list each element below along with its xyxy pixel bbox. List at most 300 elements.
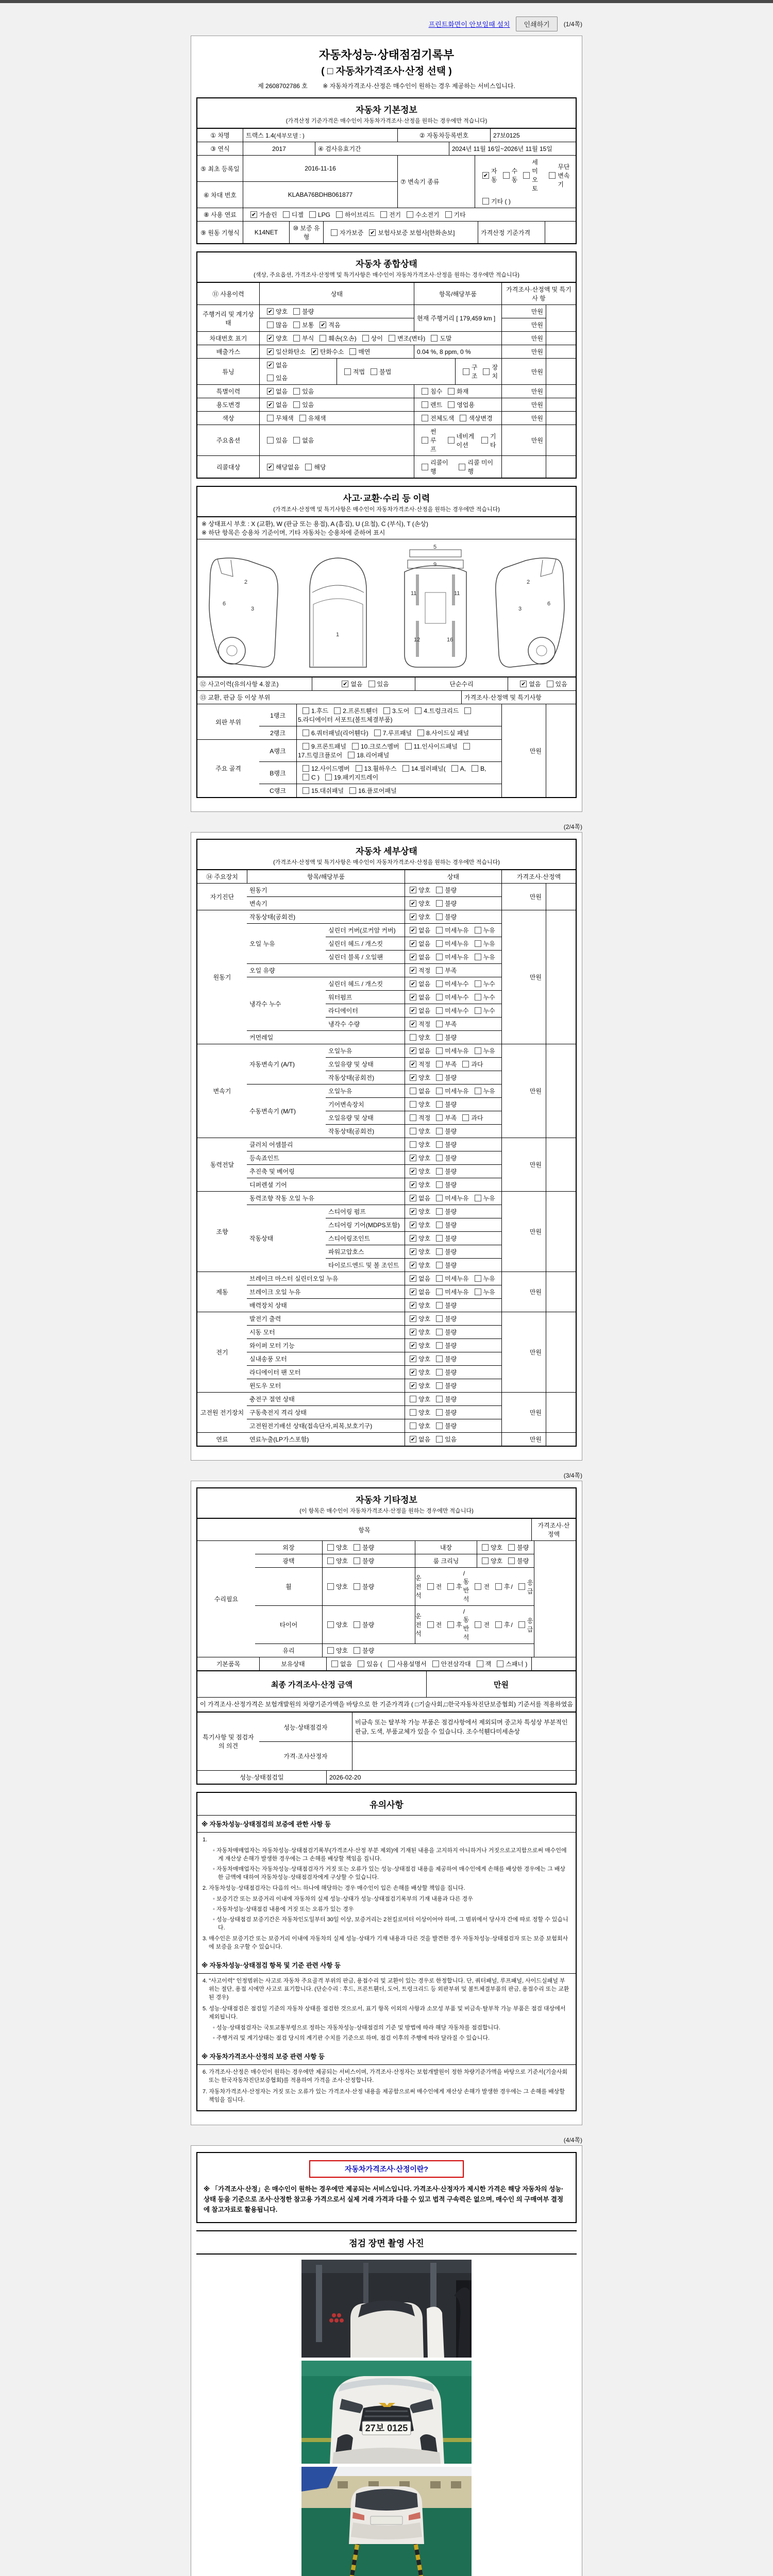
device-rows: [247, 1312, 501, 1392]
option-label: 후: [503, 1621, 510, 1629]
remark-cell: [546, 1433, 576, 1446]
checkbox: [422, 437, 428, 444]
option-label: C ): [311, 773, 320, 781]
option-label: 잭: [485, 1660, 492, 1668]
row-label: 용도변경: [216, 401, 241, 409]
option-line: [475, 195, 576, 208]
print-install-link[interactable]: 프린트화면이 안보일때 설치: [428, 21, 510, 28]
svg-text:6: 6: [547, 601, 550, 607]
checkbox: [389, 335, 395, 342]
table-cell: [455, 359, 501, 384]
device-rows: [247, 910, 501, 1044]
remark-cell: [546, 1138, 576, 1191]
option-label: 미세누유: [445, 940, 469, 947]
sub-rows: [326, 1205, 501, 1272]
item-label: 작동상태: [249, 1235, 274, 1242]
checkbox-checked: ✔: [370, 229, 375, 236]
option-label: 구조: [471, 364, 478, 380]
checkbox: [410, 1141, 416, 1148]
checkbox: [436, 1396, 443, 1402]
option-label: 안전삼각대: [441, 1660, 471, 1668]
option-label: 양호: [335, 1544, 348, 1551]
inspection-photos: [196, 2255, 577, 2576]
option-label: / 동반석: [463, 1570, 469, 1603]
field-label: ⑥ 차대 번호: [204, 191, 237, 199]
item-label: 브레이크 오일 누유: [249, 1289, 301, 1296]
option-label: 일산화탄소: [276, 348, 306, 355]
field-label: ⑧ 사용 연료: [204, 211, 237, 218]
price-service-notice-box: [196, 2152, 577, 2223]
sub-rows: [326, 977, 501, 1030]
device-group: [197, 1432, 576, 1446]
state-options: [405, 1111, 501, 1124]
checkbox: [518, 1621, 525, 1628]
accident-legend: [197, 516, 576, 539]
price-cell: [501, 425, 546, 455]
remark-cell: [546, 1272, 576, 1312]
checkbox: [436, 1101, 443, 1108]
item-label: 동력조향 작동 오일 누유: [249, 1195, 314, 1202]
sub-rows: [326, 1084, 501, 1138]
column-header: 가격조사·산정액 및 특기사 항: [501, 283, 576, 304]
row-label: 차대번호 표기: [209, 335, 247, 342]
remark-cell: [546, 1044, 576, 1138]
option-label: 불량: [445, 1342, 457, 1349]
row-label: 배출가스: [216, 348, 241, 355]
price-cell: 만원: [501, 1433, 546, 1446]
basic-info-section: [196, 97, 577, 244]
checkbox-checked: ✔: [410, 1021, 416, 1027]
state-options: [405, 884, 501, 896]
option-label: 무채색: [276, 415, 294, 422]
option-label: 운전석: [415, 1613, 422, 1637]
other-info-section: [196, 1487, 577, 1785]
option-label: 불법: [379, 368, 392, 376]
option-label: 없음: [276, 388, 288, 395]
table-row: [197, 345, 576, 358]
price-cell: [501, 398, 546, 411]
checkbox-checked: ✔: [410, 1262, 416, 1268]
option-label: 양호: [418, 1396, 431, 1403]
option-label: 양호: [418, 1168, 431, 1175]
svg-text:2: 2: [244, 579, 247, 585]
checkbox: [309, 211, 316, 218]
checkbox: [436, 1074, 443, 1081]
document-subtitle: ( □ 자동차가격조사·산정 선택 ): [321, 66, 452, 77]
option-label: 있음: [302, 401, 314, 409]
car-name: 트랙스 1.4: [246, 132, 274, 139]
table-row: [197, 676, 576, 690]
sub-row: [326, 937, 501, 950]
notice-bullet: ◦ 자동차성능·상태점검 내용에 거짓 또는 오류가 있는 경우: [213, 1906, 354, 1912]
device-row: [247, 977, 501, 1030]
table-header-row: [197, 282, 576, 304]
model-year: 2017: [243, 142, 315, 155]
option-label: 전기: [389, 211, 401, 218]
option-label: 후: [503, 1583, 510, 1590]
basic-items-options: [326, 1657, 531, 1670]
repair-item: 내장: [415, 1541, 477, 1554]
table-cell: [414, 398, 501, 411]
option-label: 양호: [276, 308, 288, 315]
sub-row: [326, 977, 501, 990]
sub-item-label: 스티어링조인트: [328, 1235, 371, 1242]
checkbox-checked: ✔: [410, 1356, 416, 1362]
basic-items-row: [197, 1657, 576, 1670]
checkbox: [354, 1544, 360, 1551]
legend-line-2: ※ 하단 항목은 승용차 기준이며, 기타 자동차는 승용차에 준하여 표시: [201, 529, 385, 536]
option-label: 8.사이드실 패널: [426, 730, 469, 737]
option-label: 11.인사이드패널: [413, 743, 458, 750]
notice-bullet: ◦ 성능·상태점검 보증기간은 자동차인도일부터 30일 이상, 보증거리는 2천킬로미터 이상이어야 하며, 그 범위에서 당사자 간에 따로 정할 수 있습니다.: [213, 1916, 568, 1931]
field-label: ⑦ 변속기 종류: [397, 156, 475, 208]
option-label: 불량: [445, 913, 457, 921]
checkbox: [436, 1088, 443, 1094]
repair-item: 유리: [282, 1647, 295, 1654]
sub-row: [326, 1004, 501, 1017]
option-label: 양호: [418, 1141, 431, 1148]
option-label: 2.프론트휀더: [343, 707, 378, 715]
service-note: ※ 자동차가격조사·산정은 매수인이 원하는 경우 제공하는 서비스입니다.: [323, 82, 515, 90]
option-label: 자가보증: [340, 229, 364, 236]
option-label: 16.플로어패널: [358, 787, 397, 794]
table-cell: [337, 359, 455, 384]
item-label: 클러치 어셈블리: [249, 1141, 293, 1148]
rank-row: [259, 761, 501, 784]
checkbox-checked: ✔: [410, 1155, 416, 1161]
opinion-group-label: 특기사항 및 점검자의 의견: [203, 1734, 254, 1750]
checkbox: [503, 172, 510, 179]
repair-item: 외장: [282, 1544, 295, 1551]
option-label: 세미오토: [532, 159, 538, 192]
option-label: 없음: [418, 954, 431, 961]
item-label: 배력장치 상태: [249, 1302, 287, 1309]
option-label: 영업용: [457, 401, 475, 409]
notice-items: [197, 1833, 576, 1957]
accident-title: 사고·교환·수리 등 이력: [343, 494, 430, 503]
option-label: 1.후드: [311, 707, 329, 715]
remark-cell: [546, 425, 576, 455]
checkbox: [422, 401, 428, 408]
svg-text:6: 6: [222, 601, 226, 607]
rank-table: [197, 704, 576, 797]
checkbox-checked: ✔: [410, 927, 416, 934]
option-label: 없음: [275, 362, 288, 369]
option-label: 양호: [418, 1101, 431, 1108]
state-options: [405, 1151, 501, 1164]
column-header: 가격조사·산정액: [501, 870, 576, 883]
checkbox-checked: ✔: [410, 1329, 416, 1335]
option-label: 사용설명서: [396, 1660, 427, 1668]
table-row: [197, 304, 576, 331]
checkbox-checked: ✔: [410, 1383, 416, 1389]
device-group-label: 원동기: [213, 974, 231, 981]
detail-section: [196, 839, 577, 1447]
checkbox-checked: ✔: [267, 309, 273, 315]
svg-text:5: 5: [433, 544, 436, 550]
option-label: 불량: [445, 1248, 457, 1256]
checkbox: [436, 1382, 443, 1389]
checkbox: [436, 1355, 443, 1362]
option-label: 미세누유: [445, 1289, 469, 1296]
checkbox-checked: ✔: [410, 1182, 416, 1188]
checkbox: [482, 198, 489, 205]
option-label: 9.프론트패널: [311, 743, 346, 750]
checkbox: [436, 1195, 443, 1201]
option-label: 적정: [418, 967, 431, 974]
option-label: 수동: [511, 167, 518, 183]
other-info-subtitle: (이 항목은 매수인이 자동차가격조사·산정을 원하는 경우에만 적습니다): [299, 1508, 474, 1514]
option-label: 있음: [555, 681, 567, 688]
checkbox: [547, 681, 553, 687]
option-label: /: [511, 1621, 513, 1629]
sub-item-label: 파워고압호스: [328, 1248, 364, 1256]
checkbox: [436, 1114, 443, 1121]
device-row: [247, 1044, 501, 1084]
row-label: 주요옵션: [216, 437, 241, 444]
checkbox: [436, 1208, 443, 1215]
checkbox: [436, 1422, 443, 1429]
repair-row: [255, 1554, 534, 1567]
item-label: 윈도우 모터: [249, 1382, 281, 1389]
state-options: [405, 1205, 501, 1218]
checkbox: [422, 415, 428, 421]
checkbox: [463, 368, 469, 375]
option-label: 리콜 미이행: [467, 459, 494, 475]
sub-item-label: 스티어링 펌프: [328, 1208, 366, 1215]
checkbox-checked: ✔: [410, 1289, 416, 1295]
option-label: 불량: [445, 1208, 457, 1215]
option-label: 양호: [418, 1208, 431, 1215]
option-label: 가솔린: [259, 211, 277, 218]
checkbox: [303, 730, 309, 736]
checkbox: [432, 1660, 439, 1667]
price-service-notice-title: 자동차가격조사·산정이란?: [309, 2160, 464, 2178]
checkbox: [405, 743, 412, 750]
checkbox: [410, 1088, 416, 1094]
checkbox: [354, 1557, 360, 1564]
option-label: 있음: [377, 681, 389, 688]
table-row: [197, 358, 576, 384]
checkbox-checked: ✔: [410, 901, 416, 907]
item-label: 추진축 및 베어링: [249, 1168, 295, 1175]
column-header: 상태: [259, 283, 414, 304]
notice-section: [196, 1792, 577, 2111]
option-label: 불량: [445, 1369, 457, 1376]
checkbox-checked: ✔: [343, 681, 348, 687]
rank-group: [197, 704, 501, 739]
sub-row: [326, 1124, 501, 1138]
rank-list: [259, 704, 501, 739]
device-row: [247, 1192, 501, 1205]
device-row: [247, 884, 501, 896]
checkbox: [475, 1621, 481, 1628]
rank-items: [296, 740, 501, 761]
device-row: [247, 1352, 501, 1365]
device-group-label: 동력전달: [210, 1161, 234, 1168]
repair-item: 광택: [282, 1557, 295, 1565]
remark-cell: [546, 910, 576, 1044]
device-group-label: 제동: [216, 1289, 228, 1296]
checkbox: [436, 1329, 443, 1335]
option-label: 없음: [276, 401, 288, 409]
option-label: 불량: [445, 1329, 457, 1336]
notice-item: 5. 성능·상태점검은 점검일 기준의 자동차 상태를 점검한 것으로서, 표기 항목 이외의 사항과 소모성 부품 및 비금속·탈부착 가능 부품은 점검 대상에서 제외됩니다.: [203, 2006, 566, 2021]
document-number: 제 2608702786 호: [258, 82, 308, 90]
sub-row: [326, 924, 501, 937]
sub-row: [326, 990, 501, 1004]
legend-line-1: ※ 상태표시 부호 : X (교환), W (판금 또는 용접), A (흠집), U (요철), C (부식), T (손상): [201, 520, 428, 528]
repair-row: [255, 1605, 534, 1643]
checkbox-checked: ✔: [410, 887, 416, 893]
price-line: 만원: [531, 388, 543, 395]
item-label: 수동변속기 (M/T): [249, 1108, 296, 1115]
table-cell: [259, 332, 501, 345]
checkbox: [422, 464, 428, 470]
checkbox: [475, 940, 481, 947]
checkbox: [371, 368, 377, 375]
document-title: 자동차성능·상태점검기록부: [318, 48, 455, 61]
option-label: 18.리어패널: [357, 752, 390, 759]
option-label: 적법: [352, 368, 365, 376]
rank-group: [197, 739, 501, 797]
checkbox-checked: ✔: [410, 1302, 416, 1309]
checkbox: [303, 765, 309, 772]
device-row: [247, 1338, 501, 1352]
state-options: [405, 1125, 501, 1138]
option-label: 없음: [340, 1660, 352, 1668]
price-line: 만원: [531, 368, 544, 376]
toolbar: [191, 3, 582, 36]
device-row: [247, 1379, 501, 1392]
state-options: [405, 1272, 501, 1285]
price-line: 만원: [531, 348, 543, 355]
checkbox: [482, 1557, 489, 1564]
table-cell: [259, 385, 414, 398]
option-label: 네비게이션: [456, 432, 475, 449]
checkbox: [283, 211, 290, 218]
checkbox: [495, 1583, 502, 1590]
state-options: [405, 1433, 501, 1446]
checkbox: [448, 401, 455, 408]
fuel-options: [243, 208, 576, 221]
opinion-row: [259, 1713, 576, 1741]
repair-options: [477, 1554, 534, 1567]
basic-info-subtitle: (가격산정 기준가격은 매수인이 자동차가격조사·산정을 원하는 경우에만 적습니다): [285, 118, 488, 124]
option-label: 많음: [276, 321, 288, 329]
checkbox: [402, 765, 409, 772]
checkbox: [407, 211, 413, 218]
option-label: 적정: [418, 1021, 431, 1028]
checkbox: [436, 1222, 443, 1228]
checkbox: [495, 1621, 502, 1628]
sub-item-label: 실린더 헤드 / 개스킷: [328, 980, 383, 988]
option-line: [475, 156, 576, 195]
checkbox-checked: ✔: [410, 1075, 416, 1081]
remark-cell: [546, 332, 576, 345]
car-diagram-right-side: [486, 544, 572, 672]
price-cell: 만원: [501, 1044, 546, 1138]
checkbox-checked: ✔: [410, 1316, 416, 1322]
option-label: 불량: [445, 1382, 457, 1389]
option-label: 양호: [418, 1181, 431, 1189]
field-label: ⑨ 원동 기형식: [200, 229, 240, 236]
price-cell: 만원: [501, 910, 546, 1044]
device-group: [197, 910, 576, 1044]
rank-items: [296, 726, 501, 739]
checkbox: [475, 994, 481, 1001]
state-options: [405, 1299, 501, 1312]
device-rows: [247, 1433, 501, 1446]
option-label: 부족: [445, 1021, 457, 1028]
detail-title: 자동차 세부상태: [356, 846, 417, 856]
checkbox: [436, 900, 443, 907]
remark-cell: [546, 884, 576, 910]
option-label: 미세누수: [445, 980, 469, 988]
sub-row: [326, 1057, 501, 1071]
checkbox: [436, 927, 443, 934]
option-label: 양호: [335, 1583, 348, 1590]
checkbox: [436, 887, 443, 893]
field-label: ① 차명: [210, 132, 230, 139]
device-rows: [247, 1272, 501, 1312]
option-label: 누수: [483, 1007, 495, 1014]
checkbox: [331, 229, 338, 236]
checkbox: [267, 321, 274, 328]
exchange-label: ⑬ 교환, 판금 등 이상 부위: [200, 694, 271, 701]
option-label: 양호: [418, 1034, 431, 1041]
checkbox: [462, 1114, 469, 1121]
checkbox: [448, 388, 455, 395]
checkbox: [410, 1101, 416, 1108]
checkbox: [436, 1061, 443, 1067]
svg-text:12: 12: [413, 637, 420, 643]
overall-subtitle: (색상, 주요옵션, 가격조사·산정액 및 특기사항은 매수인이 자동차가격조사·산정을 원하는 경우에만 적습니다): [254, 272, 519, 278]
checkbox: [427, 1583, 434, 1590]
device-row: [247, 896, 501, 910]
checkbox: [410, 1409, 416, 1416]
remark-cell: [546, 305, 576, 331]
remark-cell: [546, 412, 576, 425]
car-submodel: (세부모델 : ): [274, 132, 305, 139]
option-label: 탄화수소: [320, 348, 344, 355]
checkbox: [410, 1422, 416, 1429]
option-label: 없음: [418, 1047, 431, 1055]
option-label: 6.쿼터패널(리어휀다): [311, 730, 368, 737]
engine-type: K14NET: [243, 222, 289, 243]
device-group-label: 전기: [216, 1349, 228, 1356]
price-line: 만원: [531, 415, 543, 422]
option-label: 응급: [527, 1617, 533, 1633]
row-label: 특별이력: [216, 388, 241, 395]
option-label: 불량: [362, 1544, 375, 1551]
option-label: 불량: [302, 308, 314, 315]
remark-cell: [546, 359, 576, 384]
option-label: 양호: [418, 1262, 431, 1269]
remark-cell: [546, 456, 576, 478]
inspection-valid-period: 2024년 11월 16일~2026년 11월 15일: [449, 142, 576, 155]
table-row: [197, 398, 576, 411]
accident-section: [196, 486, 577, 798]
sub-rows: [326, 924, 501, 963]
opinion-who: 가격·조사산정자: [283, 1753, 328, 1760]
checkbox: [299, 415, 306, 421]
repair-options: [322, 1606, 415, 1643]
print-button[interactable]: 인쇄하기: [516, 16, 557, 31]
repair-options: [322, 1541, 415, 1554]
device-row: [247, 1325, 501, 1338]
svg-text:2: 2: [526, 579, 530, 585]
